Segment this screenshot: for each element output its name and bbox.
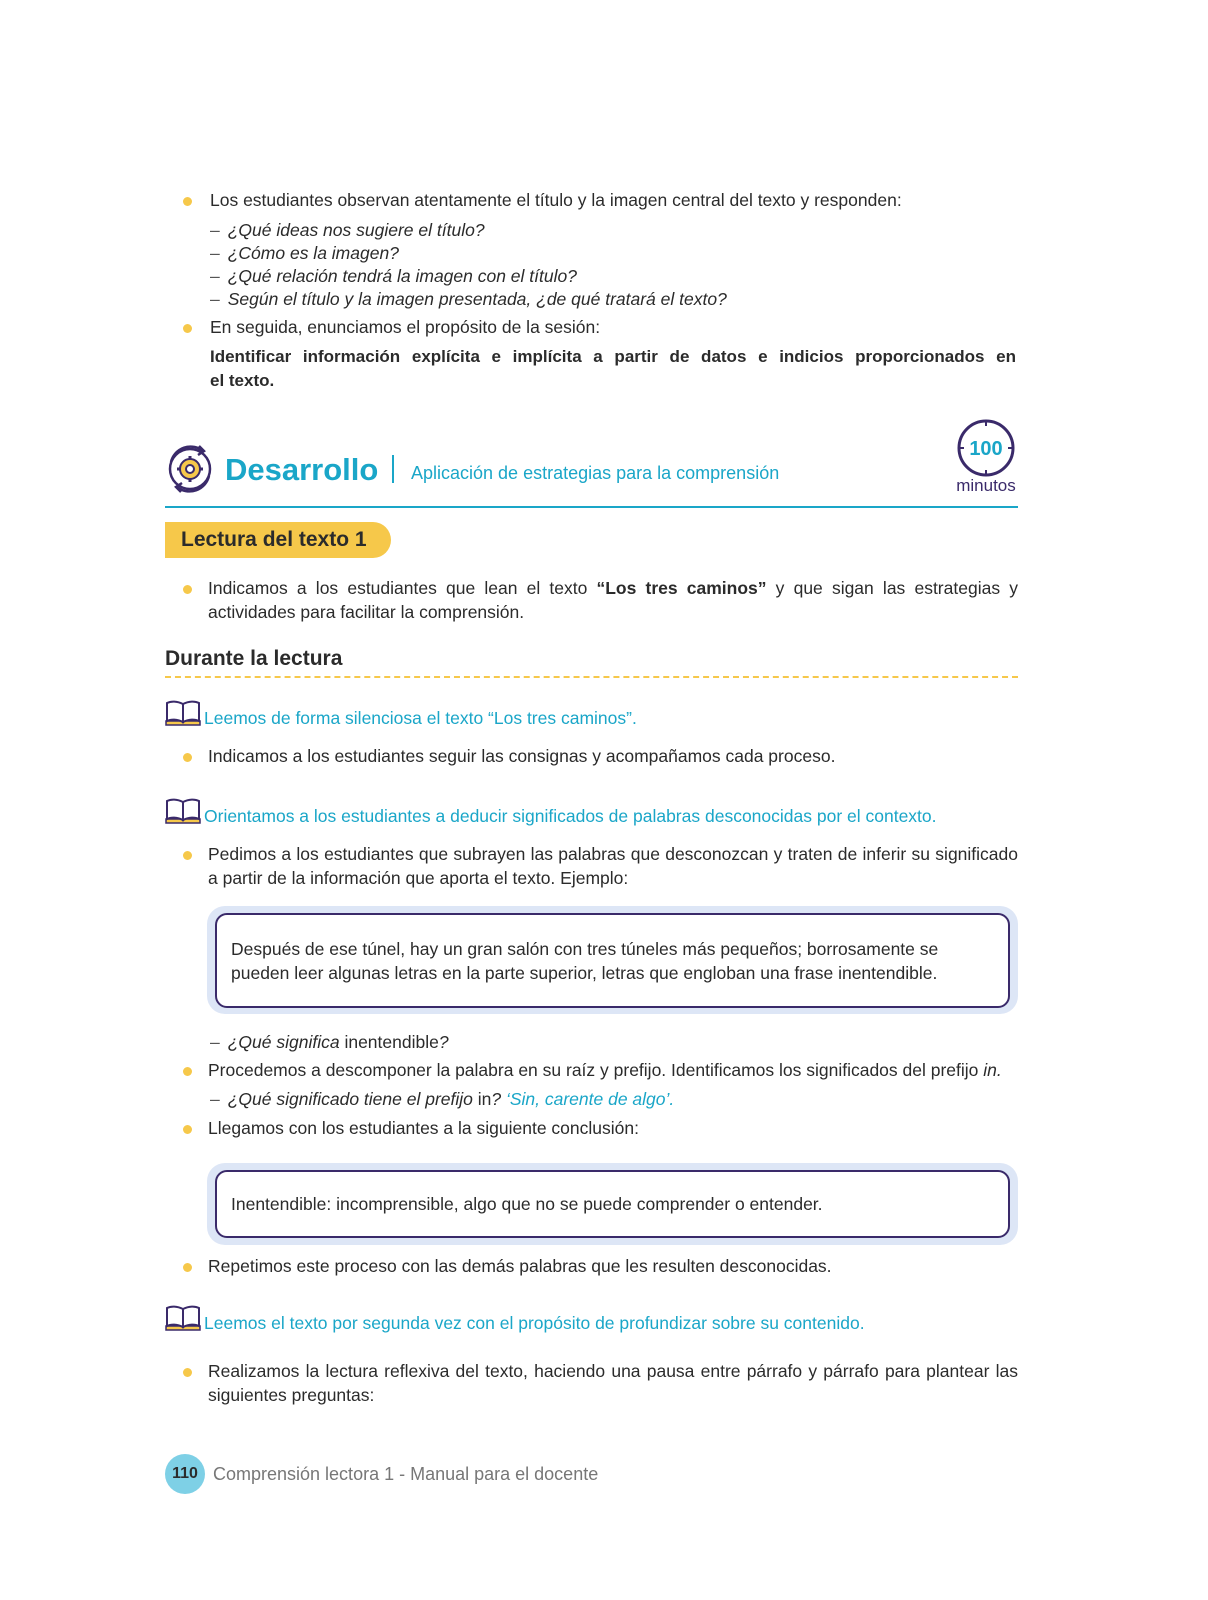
bullet-dot — [183, 851, 192, 860]
gear-cycle-icon — [163, 442, 217, 496]
step1-bullet: Indicamos a los estudiantes seguir las consignas y acompañamos cada proceso. — [208, 746, 836, 766]
step2-bullet-2: Procedemos a descomponer la palabra en su raíz y prefijo. Identificamos los significados del prefijo in. — [208, 1060, 1002, 1080]
intro-bullet-1: Los estudiantes observan atentamente el título y la imagen central del texto y responden: — [210, 190, 902, 210]
timer-value: 100 — [969, 438, 1003, 460]
purpose-line-1: Identificar información explícita e implícita a partir de datos e indicios proporcionados en — [210, 347, 1016, 366]
section-divider — [392, 455, 394, 483]
reading-intro: Indicamos a los estudiantes que lean el texto “Los tres caminos” y que sigan las estrategias y actividades para facilitar la comprensión. — [208, 578, 1018, 622]
book-icon — [165, 700, 201, 726]
intro-question-3: – ¿Qué relación tendrá la imagen con el título? — [210, 266, 577, 286]
intro-bullet-2: En seguida, enunciamos el propósito de la sesión: — [210, 317, 601, 337]
bullet-dot — [183, 753, 192, 762]
step2-bullet-4: Repetimos este proceso con las demás palabras que les resulten desconocidas. — [208, 1256, 832, 1276]
step3-bullet: Realizamos la lectura reflexiva del texto, haciendo una pausa entre párrafo y párrafo para plantear las siguientes preguntas: — [208, 1361, 1018, 1405]
section-subtitle: Aplicación de estrategias para la comprensión — [411, 463, 780, 483]
bullet-dot — [183, 1125, 192, 1134]
intro-question-2: – ¿Cómo es la imagen? — [210, 243, 399, 263]
bullet-dot — [183, 1368, 192, 1377]
step2-bullet: Pedimos a los estudiantes que subrayen las palabras que desconozcan y traten de inferir su significado a partir de la información que aporta el texto. Ejemplo: — [208, 844, 1018, 888]
bullet-dot — [183, 197, 192, 206]
bullet-dot — [183, 324, 192, 333]
example-text: Después de ese túnel, hay un gran salón con tres túneles más pequeños; borrosamente se pueden leer algunas letras en la parte superior, letras que engloban una frase inentendible. — [231, 939, 939, 983]
book-icon — [165, 798, 201, 824]
step3-heading: Leemos el texto por segunda vez con el propósito de profundizar sobre su contenido. — [204, 1313, 865, 1333]
step2-bullet-3: Llegamos con los estudiantes a la siguiente conclusión: — [208, 1118, 639, 1138]
purpose-line-2: el texto. — [210, 371, 275, 390]
section-title: Desarrollo — [225, 452, 379, 487]
dashed-rule — [165, 676, 1018, 678]
bullet-dot — [183, 585, 192, 594]
step1-heading: Leemos de forma silenciosa el texto “Los tres caminos”. — [204, 708, 637, 728]
question-inentendible: – ¿Qué significa inentendible? — [210, 1032, 449, 1052]
intro-question-1: – ¿Qué ideas nos sugiere el título? — [210, 220, 485, 240]
footer-title: Comprensión lectora 1 - Manual para el docente — [213, 1464, 599, 1484]
bullet-dot — [183, 1067, 192, 1076]
section-rule — [165, 506, 1018, 508]
step2-heading: Orientamos a los estudiantes a deducir significados de palabras desconocidas por el contexto. — [204, 806, 937, 826]
conclusion-text: Inentendible: incomprensible, algo que no se puede comprender o entender. — [231, 1194, 823, 1214]
question-prefix: – ¿Qué significado tiene el prefijo in? ‘Sin, carente de algo’. — [210, 1089, 675, 1109]
intro-question-4: – Según el título y la imagen presentada, ¿de qué tratará el texto? — [210, 289, 727, 309]
book-icon — [165, 1305, 201, 1331]
bullet-dot — [183, 1263, 192, 1272]
timer-unit: minutos — [956, 476, 1016, 495]
during-heading: Durante la lectura — [165, 647, 343, 670]
reading-tab-label: Lectura del texto 1 — [181, 528, 367, 551]
page-number: 110 — [172, 1465, 198, 1482]
